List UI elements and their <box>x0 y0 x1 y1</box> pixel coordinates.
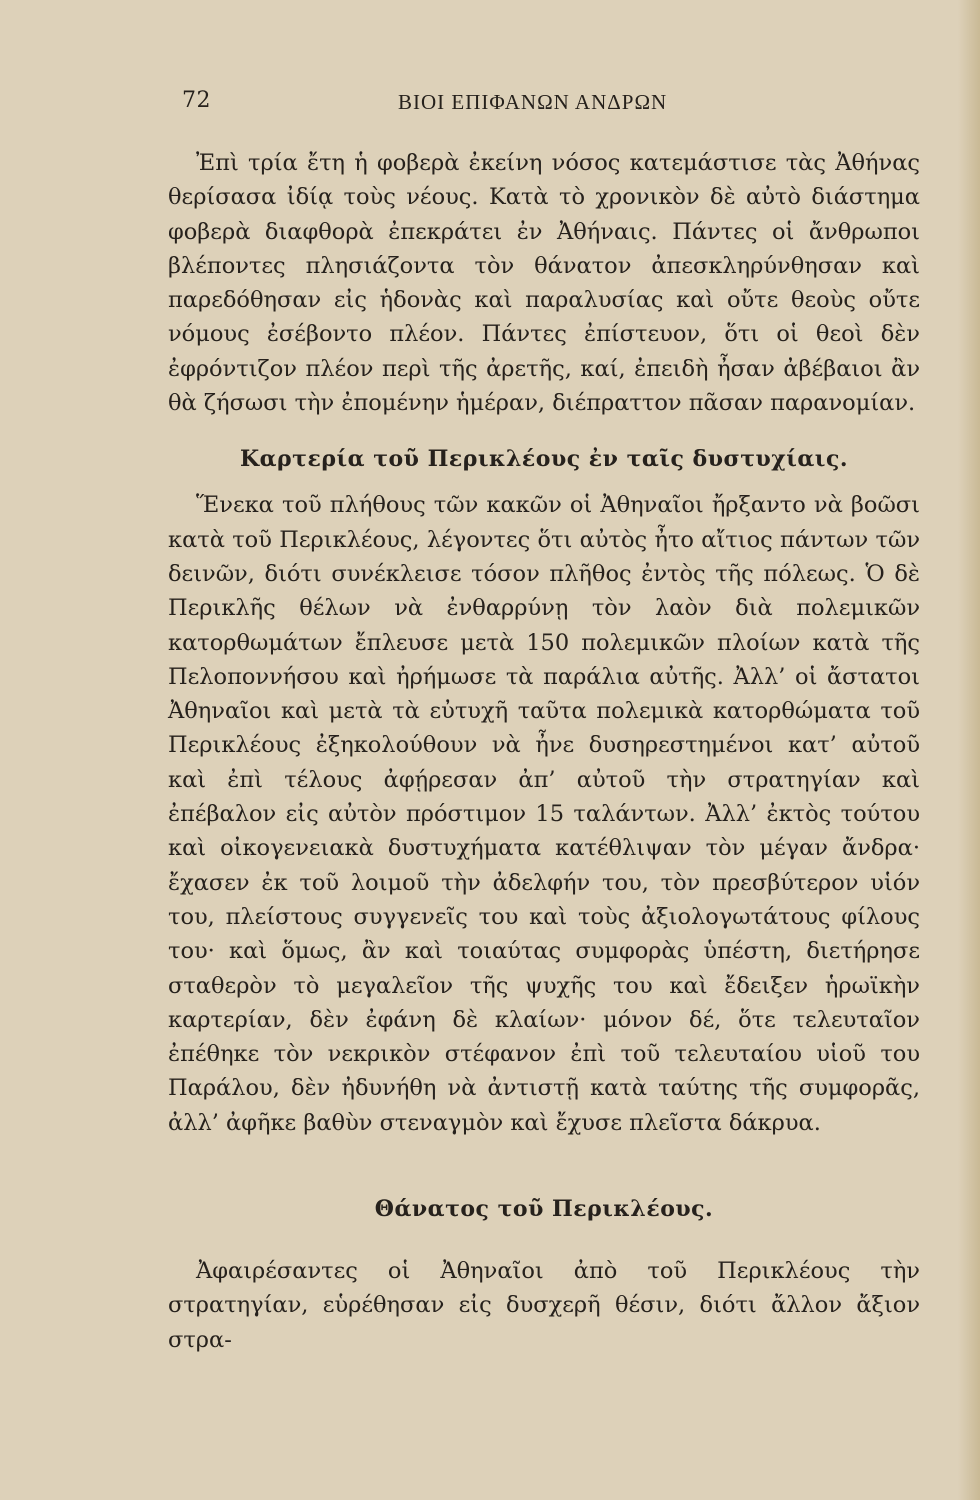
section-heading-death: Θάνατος τοῦ Περικλέους. <box>374 1196 714 1223</box>
paragraph-death: Ἀφαιρέσαντες οἱ Ἀθηναῖοι ἀπὸ τοῦ Περικλέους τὴν στρατηγίαν, εὑρέθησαν εἰς δυσχερῆ θέσιν, διότι ἄλλον ἄξιον στρα- <box>168 1258 920 1353</box>
paragraph-plague: Ἐπὶ τρία ἔτη ἡ φοβερὰ ἐκείνη νόσος κατεμάστισε τὰς Ἀθήνας θερίσασα ἰδίᾳ τοὺς νέους. Κατὰ τὸ χρονικὸν δὲ αὐτὸ διάστημα φοβερὰ διαφθορὰ ἐπεκράτει ἐν Ἀθήναις. Πάντες οἱ ἄνθρωποι βλέποντες πλησιάζοντα τὸν θάνατον ἀπεσκληρύνθησαν καὶ παρεδόθησαν εἰς ἡδονὰς καὶ παραλυσίας καὶ οὔτε θεοὺς οὔτε νόμους ἐσέβοντο πλέον. Πάντες ἐπίστευον, ὅτι οἱ θεοὶ δὲν ἐφρόντιζον πλέον περὶ τῆς ἀρετῆς, καί, ἐπειδὴ ἦσαν ἀβέβαιοι ἂν θὰ ζήσωσι τὴν ἐπομένην ἡμέραν, διέπραττον πᾶσαν παρανομίαν. <box>168 150 920 417</box>
running-title: ΒΙΟΙ ΕΠΙΦΑΝΩΝ ΑΝΔΡΩΝ <box>398 90 668 114</box>
page-header <box>0 88 980 124</box>
page-number: 72 <box>182 88 211 113</box>
body-text <box>168 146 920 1357</box>
section-heading-endurance: Καρτερία τοῦ Περικλέους ἐν ταῖς δυστυχίαις. <box>239 446 849 473</box>
paragraph-endurance: Ἕνεκα τοῦ πλήθους τῶν κακῶν οἱ Ἀθηναῖοι ἤρξαντο νὰ βοῶσι κατὰ τοῦ Περικλέους, λέγοντες ὅτι αὐτὸς ἦτο αἴτιος πάντων τῶν δεινῶν, διότι συνέκλεισε τόσον πλῆθος ἐντὸς τῆς πόλεως. Ὁ δὲ Περικλῆς θέλων νὰ ἐνθαρρύνῃ τὸν λαὸν διὰ πολεμικῶν κατορθωμάτων ἔπλευσε μετὰ 150 πολεμικῶν πλοίων κατὰ τῆς Πελοποννήσου καὶ ἠρήμωσε τὰ παράλια αὐτῆς. Ἀλλ’ οἱ ἄστατοι Ἀθηναῖοι καὶ μετὰ τὰ εὐτυχῆ ταῦτα πολεμικὰ κατορθώματα τοῦ Περικλέους ἐξηκολούθουν νὰ ἦνε δυσηρεστημένοι κατ’ αὐτοῦ καὶ ἐπὶ τέλους ἀφῄρεσαν ἀπ’ αὐτοῦ τὴν στρατηγίαν καὶ ἐπέβαλον εἰς αὐτὸν πρόστιμον 15 ταλάντων. Ἀλλ’ ἐκτὸς τούτου καὶ οἰκογενειακὰ δυστυχήματα κατέθλιψαν τὸν μέγαν ἄνδρα· ἔχασεν ἐκ τοῦ λοιμοῦ τὴν ἀδελφήν του, τὸν πρεσβύτερον υἱόν του, πλείστους συγγενεῖς του καὶ τοὺς ἀξιολογωτάτους φίλους του· καὶ ὅμως, ἂν καὶ τοιαύτας συμφορὰς ὑπέστη, διετήρησε σταθερὸν τὸ μεγαλεῖον τῆς ψυχῆς του καὶ ἔδειξεν ἡρωϊκὴν καρτερίαν, δὲν ἐφάνη δὲ κλαίων· μόνον δέ, ὅτε τελευταῖον ἐπέθηκε τὸν νεκρικὸν στέφανον ἐπὶ τοῦ τελευταίου υἱοῦ του Παράλου, δὲν ἠδυνήθη νὰ ἀντιστῇ κατὰ ταύτης τῆς συμφορᾶς, ἀλλ’ ἀφῆκε βαθὺν στεναγμὸν καὶ ἔχυσε πλεῖστα δάκρυα. <box>168 492 920 1136</box>
